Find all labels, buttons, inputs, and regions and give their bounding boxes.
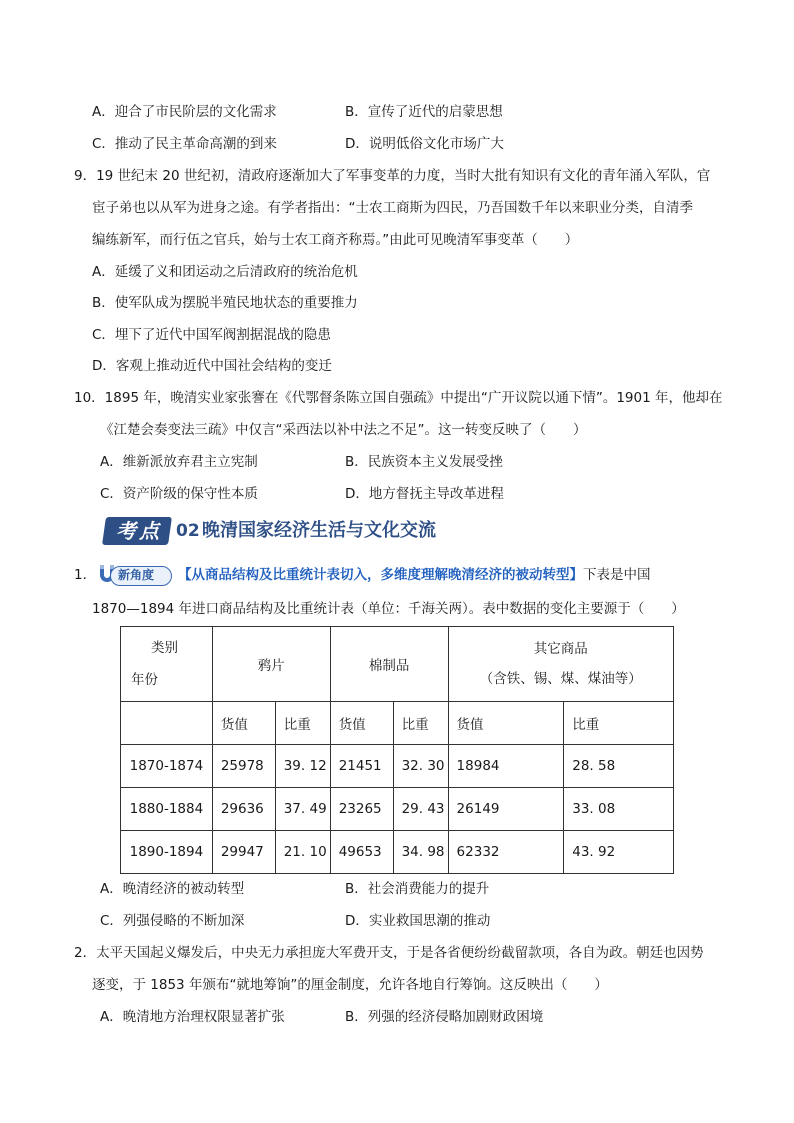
table-cell: 29947 [212, 831, 275, 874]
table-cell: 21451 [330, 745, 393, 788]
group-header-cotton: 棉制品 [330, 627, 448, 702]
table-row [121, 745, 674, 788]
q10-option-d: D．地方督抚主导改革进程 [345, 486, 504, 502]
subheader-cell: 比重 [564, 702, 674, 745]
group-header-other [448, 627, 673, 702]
year-cell: 1880-1884 [121, 788, 213, 831]
table-corner-cell [121, 627, 213, 702]
corner-year-label: 年份 [131, 672, 158, 688]
table-cell: 29. 43 [393, 788, 448, 831]
q9-stem-line2: 宦子弟也以从军为进身之途。有学者指出：“士农工商斯为四民，乃吾国数千年以来职业分类，自清季 [92, 200, 693, 216]
q10-option-b: B．民族资本主义发展受挫 [345, 454, 503, 470]
table-cell: 39. 12 [275, 745, 330, 788]
table-cell: 43. 92 [564, 831, 674, 874]
table-row [121, 788, 674, 831]
table-cell: 32. 30 [393, 745, 448, 788]
new-angle-badge [96, 563, 172, 587]
subheader-cell: 货值 [212, 702, 275, 745]
q9-option-d: D．客观上推动近代中国社会结构的变迁 [92, 358, 332, 374]
q1-option-d: D．实业救国思潮的推动 [345, 913, 491, 929]
badge-label: 新角度 [118, 568, 155, 582]
table-row [121, 831, 674, 874]
group-header-other-note: （含铁、锡、煤、煤油等） [479, 671, 642, 687]
subheader-cell: 比重 [393, 702, 448, 745]
q10-option-a: A．维新派放弃君主立宪制 [100, 454, 258, 470]
q8-option-d: D．说明低俗文化市场广大 [345, 136, 504, 152]
year-cell: 1890-1894 [121, 831, 213, 874]
q8-option-c: C．推动了民主革命高潮的到来 [92, 136, 277, 152]
table-cell: 62332 [448, 831, 564, 874]
q9-stem-line3: 编练新军，而行伍之官兵，始与士农工商齐称焉。”由此可见晚清军事变革（ ） [92, 232, 579, 248]
q9-option-c: C．埋下了近代中国军阀割据混战的隐患 [92, 327, 331, 343]
corner-category-label: 类别 [151, 640, 178, 656]
q9-option-a: A．延缓了义和团运动之后清政府的统治危机 [92, 264, 358, 280]
q1-option-c: C．列强侵略的不断加深 [100, 913, 245, 929]
section-number: 02 [176, 521, 200, 541]
section-title: 晚清国家经济生活与文化交流 [202, 520, 436, 541]
section-label: 考点 [116, 519, 162, 543]
table-cell: 33. 08 [564, 788, 674, 831]
table-cell: 18984 [448, 745, 564, 788]
table-header-blank [121, 702, 213, 745]
import-statistics-table [120, 626, 674, 874]
table-cell: 34. 98 [393, 831, 448, 874]
q2-stem-line2: 逐变，于 1853 年颁布“就地筹饷”的厘金制度，允许各地自行筹饷。这反映出（ ） [92, 977, 608, 993]
group-header-opium: 鸦片 [212, 627, 330, 702]
q10-stem-line2: 《江楚会奏变法三疏》中仅言“采西法以补中法之不足”。这一转变反映了（ ） [100, 422, 587, 438]
subheader-cell: 比重 [275, 702, 330, 745]
q9-option-b: B．使军队成为摆脱半殖民地状态的重要推力 [92, 295, 358, 311]
table-cell: 49653 [330, 831, 393, 874]
table-cell: 21. 10 [275, 831, 330, 874]
table-cell: 37. 49 [275, 788, 330, 831]
q1-option-a: A．晚清经济的被动转型 [100, 881, 245, 897]
q1-focus-bracket: 【从商品结构及比重统计表切入，多维度理解晚清经济的被动转型】 [178, 567, 583, 583]
q2-option-a: A．晚清地方治理权限显著扩张 [100, 1009, 285, 1025]
group-header-other-label: 其它商品 [533, 641, 588, 657]
q1-number: 1． [74, 567, 97, 583]
table-cell: 29636 [212, 788, 275, 831]
q1-stem-line1 [178, 565, 651, 585]
section-heading [104, 515, 474, 547]
q1-stem-line1-tail: 下表是中国 [583, 567, 651, 583]
q2-option-b: B．列强的经济侵略加剧财政困境 [345, 1009, 544, 1025]
subheader-cell: 货值 [448, 702, 564, 745]
q9-stem-line1: 9．19 世纪末 20 世纪初，清政府逐渐加大了军事变革的力度，当时大批有知识有文化的青年涌入军队，官 [74, 168, 711, 184]
q2-stem-line1: 2．太平天国起义爆发后，中央无力承担庞大军费开支，于是各省便纷纷截留款项，各自为政。朝廷也因势 [74, 945, 704, 961]
subheader-cell: 货值 [330, 702, 393, 745]
table-cell: 26149 [448, 788, 564, 831]
q8-option-a: A．迎合了市民阶层的文化需求 [92, 104, 277, 120]
q8-option-b: B．宣传了近代的启蒙思想 [345, 104, 503, 120]
table-cell: 23265 [330, 788, 393, 831]
year-cell: 1870-1874 [121, 745, 213, 788]
q10-stem-line1: 10．1895 年，晚清实业家张謇在《代鄂督条陈立国自强疏》中提出“广开议院以通下情”。1901 年，他却在 [74, 390, 723, 406]
q10-option-c: C．资产阶级的保守性本质 [100, 486, 258, 502]
q1-option-b: B．社会消费能力的提升 [345, 881, 490, 897]
q1-stem-line2: 1870—1894 年进口商品结构及比重统计表（单位：千海关两）。表中数据的变化主要源于（ ） [92, 601, 685, 617]
table-cell: 25978 [212, 745, 275, 788]
table-cell: 28. 58 [564, 745, 674, 788]
